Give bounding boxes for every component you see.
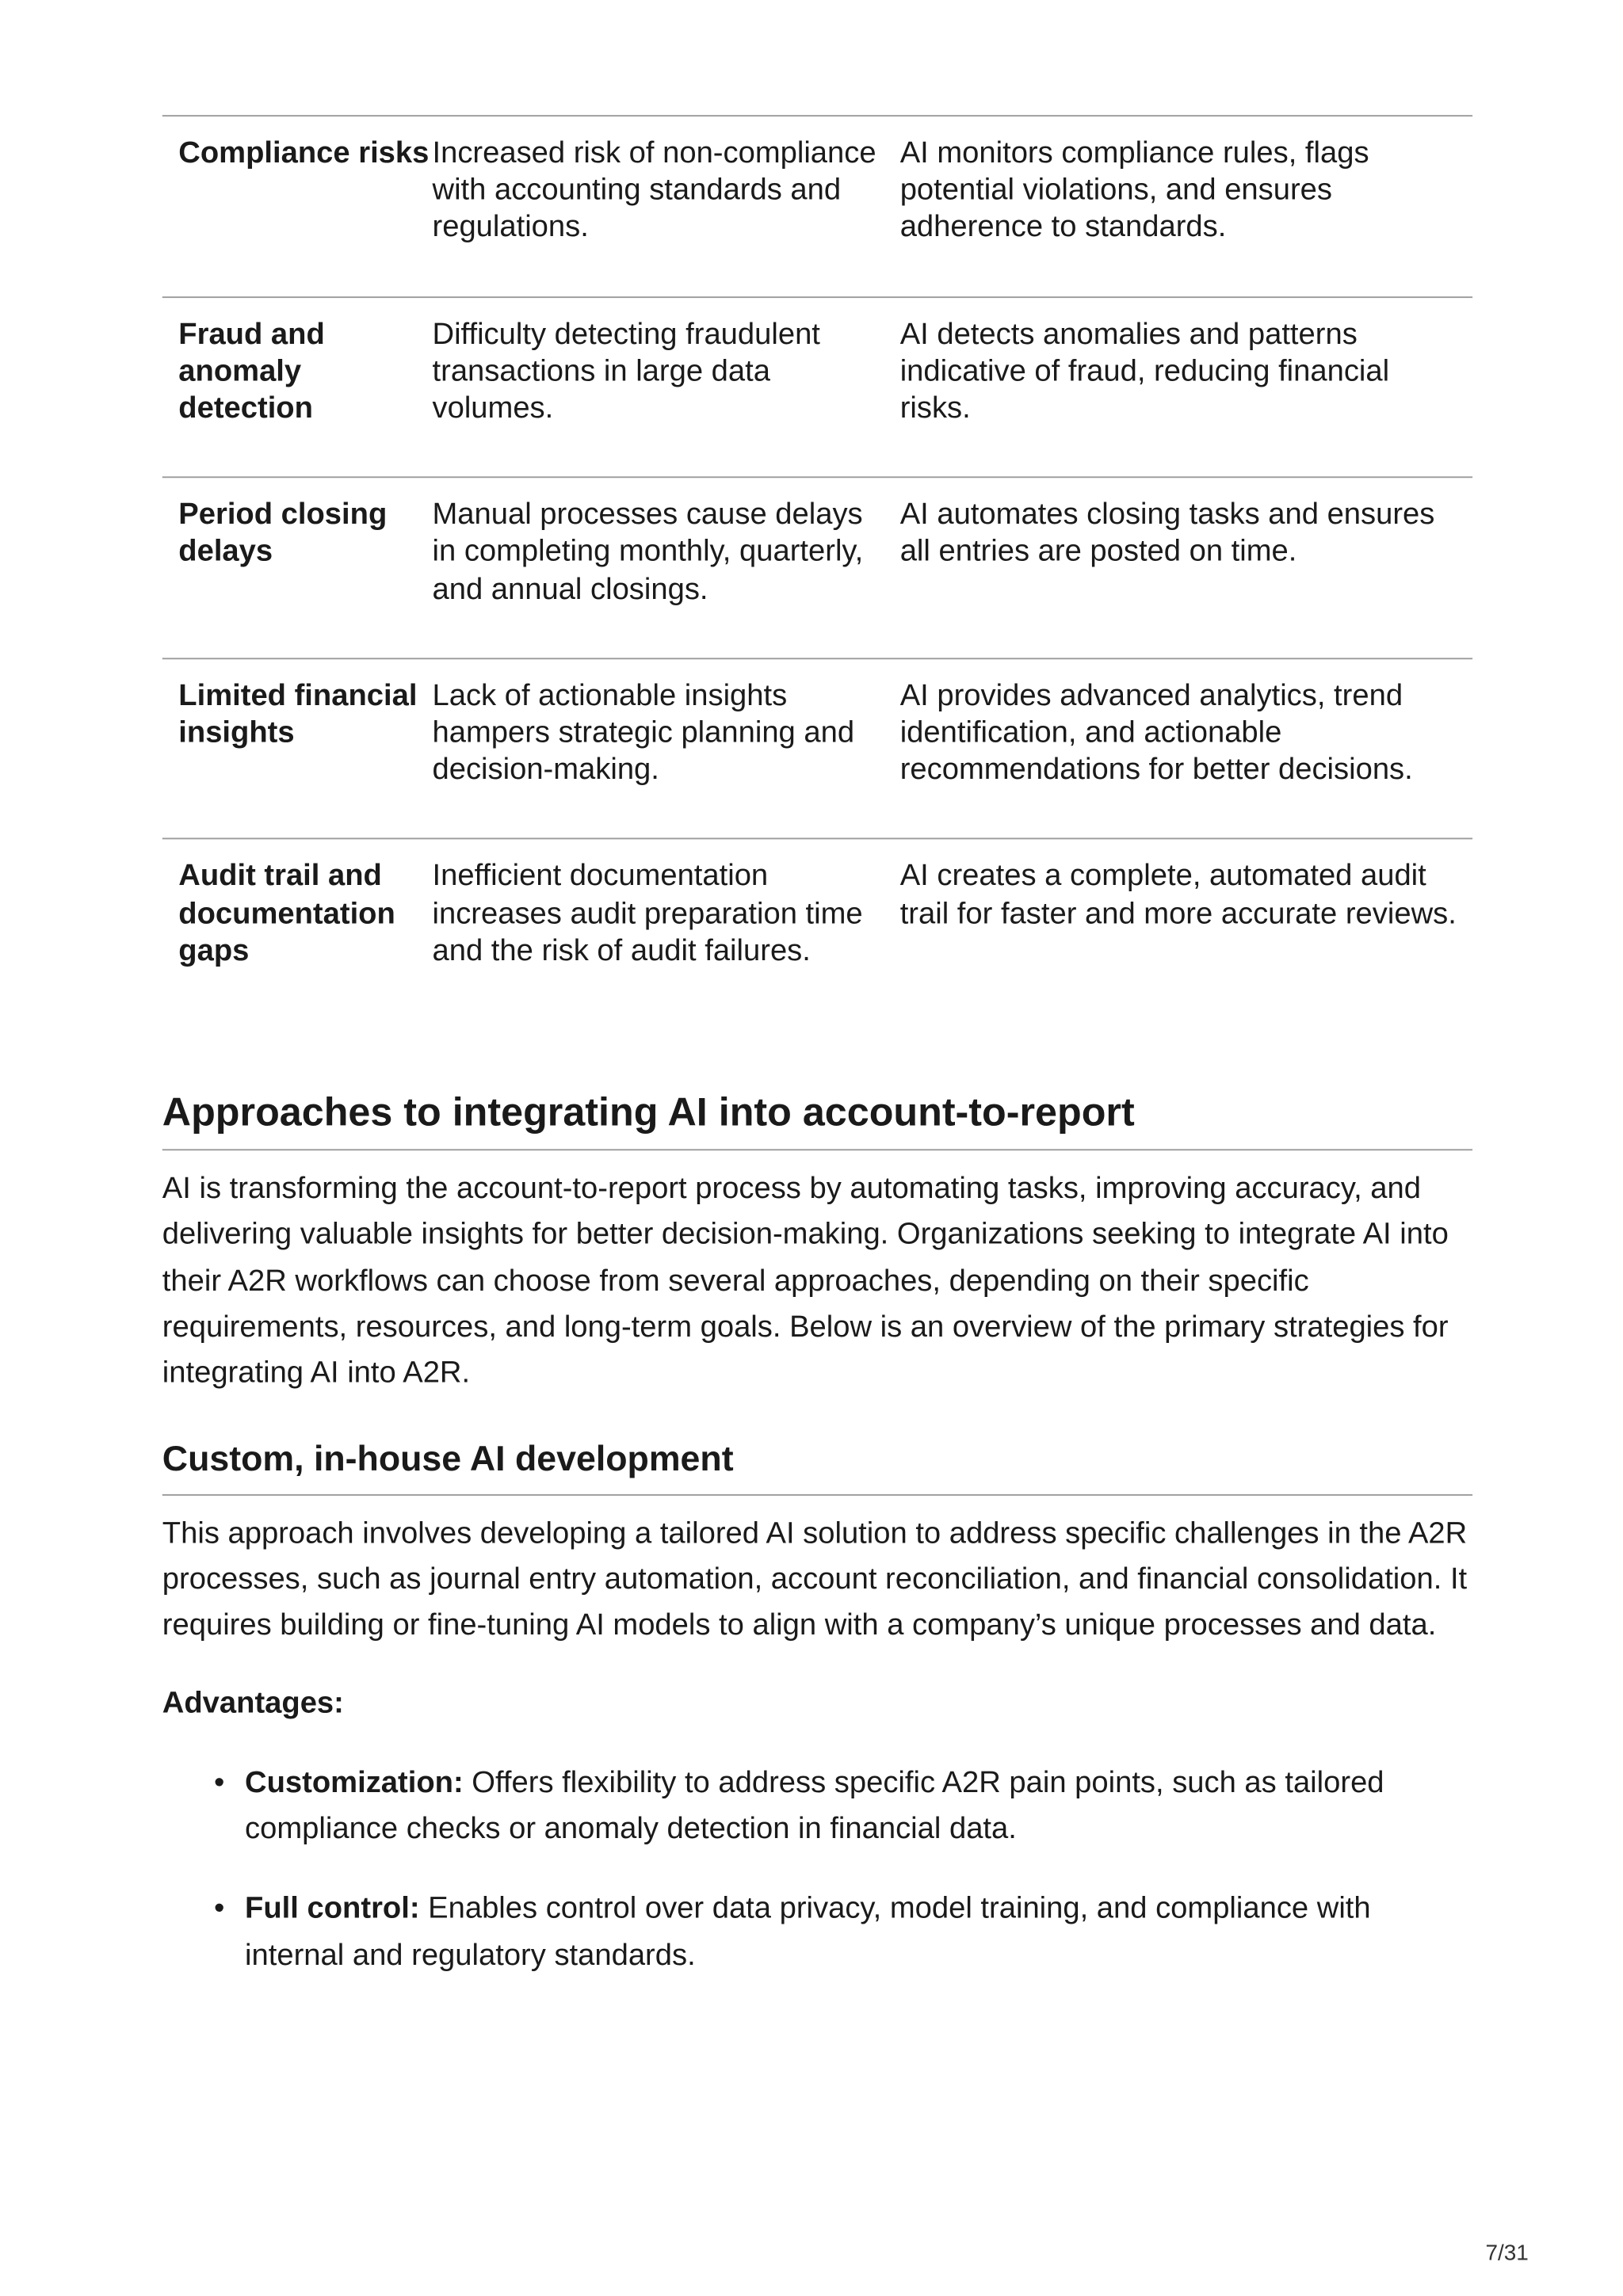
advantages-label: Advantages: xyxy=(162,1686,344,1721)
section-intro-paragraph: AI is transforming the account-to-report process by automating tasks, improving accuracy, and delivering valuable insights for better decision-making. Organizations seeking to integrate AI into their A2R workflows can choose from several approaches, depending on their specific requirements, resources, and long-term goals. Below is an overview of the primary strategies for integrating AI into A2R. xyxy=(162,1171,1449,1390)
solution-cell: AI automates closing tasks and ensures all entries are posted on time. xyxy=(899,497,1435,569)
problem-cell: Lack of actionable insights hampers strategic planning and decision-making. xyxy=(432,678,855,787)
solution-cell: AI provides advanced analytics, trend identification, and actionable recommendations for better decisions. xyxy=(899,678,1413,787)
subsection-header xyxy=(162,1437,1472,1495)
subsection-heading: Custom, in-house AI development xyxy=(162,1437,1472,1495)
advantages-list xyxy=(162,1760,1472,1978)
challenge-cell: Limited financial insights xyxy=(178,678,418,749)
table-row xyxy=(162,115,1472,296)
list-item-text: Enables control over data privacy, model training, and compliance with internal and regulatory standards. xyxy=(245,1891,1371,1972)
problem-cell: Inefficient documentation increases audit preparation time and the risk of audit failures. xyxy=(432,859,863,968)
table-row xyxy=(162,296,1472,476)
challenges-table xyxy=(162,115,1472,1019)
table-row xyxy=(162,658,1472,838)
problem-cell: Manual processes cause delays in completing monthly, quarterly, and annual closings. xyxy=(432,497,864,606)
list-item xyxy=(213,1886,1472,1978)
list-item-lead: Full control: xyxy=(245,1891,420,1926)
section-header xyxy=(162,1087,1472,1150)
problem-cell: Increased risk of non-compliance with accounting standards and regulations. xyxy=(432,135,876,244)
subsection-body-paragraph: This approach involves developing a tailored AI solution to address specific challenges in the A2R processes, such as journal entry automation, account reconciliation, and financial consolidation. It requires building or fine-tuning AI models to align with a company’s unique processes and data. xyxy=(162,1516,1468,1642)
solution-cell: AI monitors compliance rules, flags potential violations, and ensures adherence to standards. xyxy=(899,135,1369,244)
bullet-icon: • xyxy=(213,1891,225,1926)
list-item-text: Offers flexibility to address specific A2R pain points, such as tailored compliance checks or anomaly detection in financial data. xyxy=(245,1765,1384,1846)
bullet-icon: • xyxy=(213,1765,225,1799)
page-content xyxy=(162,115,1472,2012)
problem-cell: Difficulty detecting fraudulent transactions in large data volumes. xyxy=(432,316,820,425)
challenge-cell: Compliance risks xyxy=(178,135,430,170)
challenge-cell: Audit trail and documentation gaps xyxy=(178,859,395,968)
solution-cell: AI creates a complete, automated audit trail for faster and more accurate reviews. xyxy=(899,859,1457,931)
list-item xyxy=(213,1760,1472,1852)
list-item-lead: Customization: xyxy=(245,1765,464,1799)
section-heading: Approaches to integrating AI into account-to-report xyxy=(162,1087,1472,1150)
page-number: 7/31 xyxy=(1485,2241,1529,2266)
table-row xyxy=(162,477,1472,658)
table-row xyxy=(162,838,1472,1019)
challenge-cell: Period closing delays xyxy=(178,497,388,569)
challenge-cell: Fraud and anomaly detection xyxy=(178,316,325,425)
solution-cell: AI detects anomalies and patterns indicative of fraud, reducing financial risks. xyxy=(899,316,1390,425)
